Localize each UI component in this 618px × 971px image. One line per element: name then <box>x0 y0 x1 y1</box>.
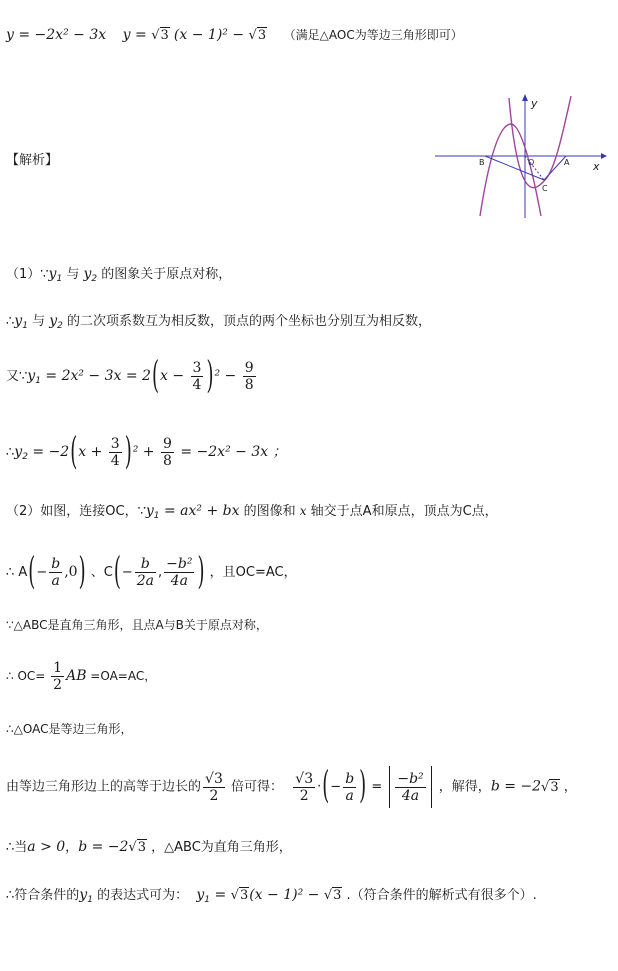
x-axis-arrow <box>601 153 607 159</box>
step-4: $\therefore y_2 = -2(x$ + $\frac{3}{4}$ )² + $\frac{9}{8}$ = −2x² − 3x ； <box>6 429 287 474</box>
step-7: ∵△ABC是直角三角形，且点A与B关于原点对称， <box>6 618 268 632</box>
answer-eq2-mid: (x − 1)² − <box>173 27 249 43</box>
parabola-y1 <box>480 124 541 216</box>
label-y: y <box>531 97 538 110</box>
step-1: $(1)\because y_1$ 与 $y_2$ 的图象关于原点对称， <box>6 266 232 284</box>
step-2: $\therefore y_1$ 与 $y_2$ 的二次项系数互为相反数，顶点的两个坐标也分别互为相反数， <box>6 313 431 331</box>
label-x: x <box>593 160 600 173</box>
step-8: ∴ OC= $\frac{1}{2}$ AB =OA=AC， <box>6 660 157 693</box>
label-C: C <box>542 184 548 193</box>
answer-note: （满足△AOC为等边三角形即可） <box>283 28 463 42</box>
step-10: 由等边三角形边上的高等于边长的 $\frac{√3}{2}$ 倍可得： $\frac{√3}{2}$ ·(− $\frac{b}{a}$ ) = $\frac{\text{−b²}}{4a}$ ，解得，b = −2√3 ， <box>6 763 577 808</box>
step-3: 又$\because y_1 = 2x^2 - 3x = 2(x$ − $\frac{3}{4}$ )² − $\frac{9}{8}$ <box>6 353 254 398</box>
label-O: O <box>528 158 535 167</box>
parabola-graph <box>433 92 608 222</box>
line-BC <box>485 156 544 180</box>
y-axis-arrow <box>522 94 528 101</box>
analysis-heading: 【解析】 <box>6 153 59 168</box>
answer-eq2-prefix: y = <box>122 27 152 43</box>
answer-line <box>6 26 463 45</box>
sqrt-symbol: √3 <box>151 28 169 43</box>
step-6: ∴ A(− $\frac{b}{a}$ ,0) 、C(− $\frac{b}{2a}$ , $\frac{\text{−b²}}{4a}$ ) ，且OC=AC， <box>6 549 297 594</box>
sqrt-symbol: √3 <box>248 28 267 43</box>
label-B: B <box>479 158 485 167</box>
step-9: ∴△OAC是等边三角形， <box>6 722 133 736</box>
label-A: A <box>564 158 570 167</box>
step-5: （2）如图，连接OC，$\because y_1 = ax^2$ + bx 的图像和 x 轴交于点A和原点，顶点为C点， <box>6 503 498 521</box>
step-12: ∴符合条件的$y_1$ 的表达式可为： $y_1 = √3(x - 1)^2 - √3$ .（符合条件的解析式有很多个）. <box>6 887 537 905</box>
step-11: ∴当a > 0，b = −2√3 ，△ABC为直角三角形， <box>6 839 292 855</box>
parabola-y2 <box>509 96 571 188</box>
answer-eq1: y = −2x² − 3x <box>6 27 107 43</box>
